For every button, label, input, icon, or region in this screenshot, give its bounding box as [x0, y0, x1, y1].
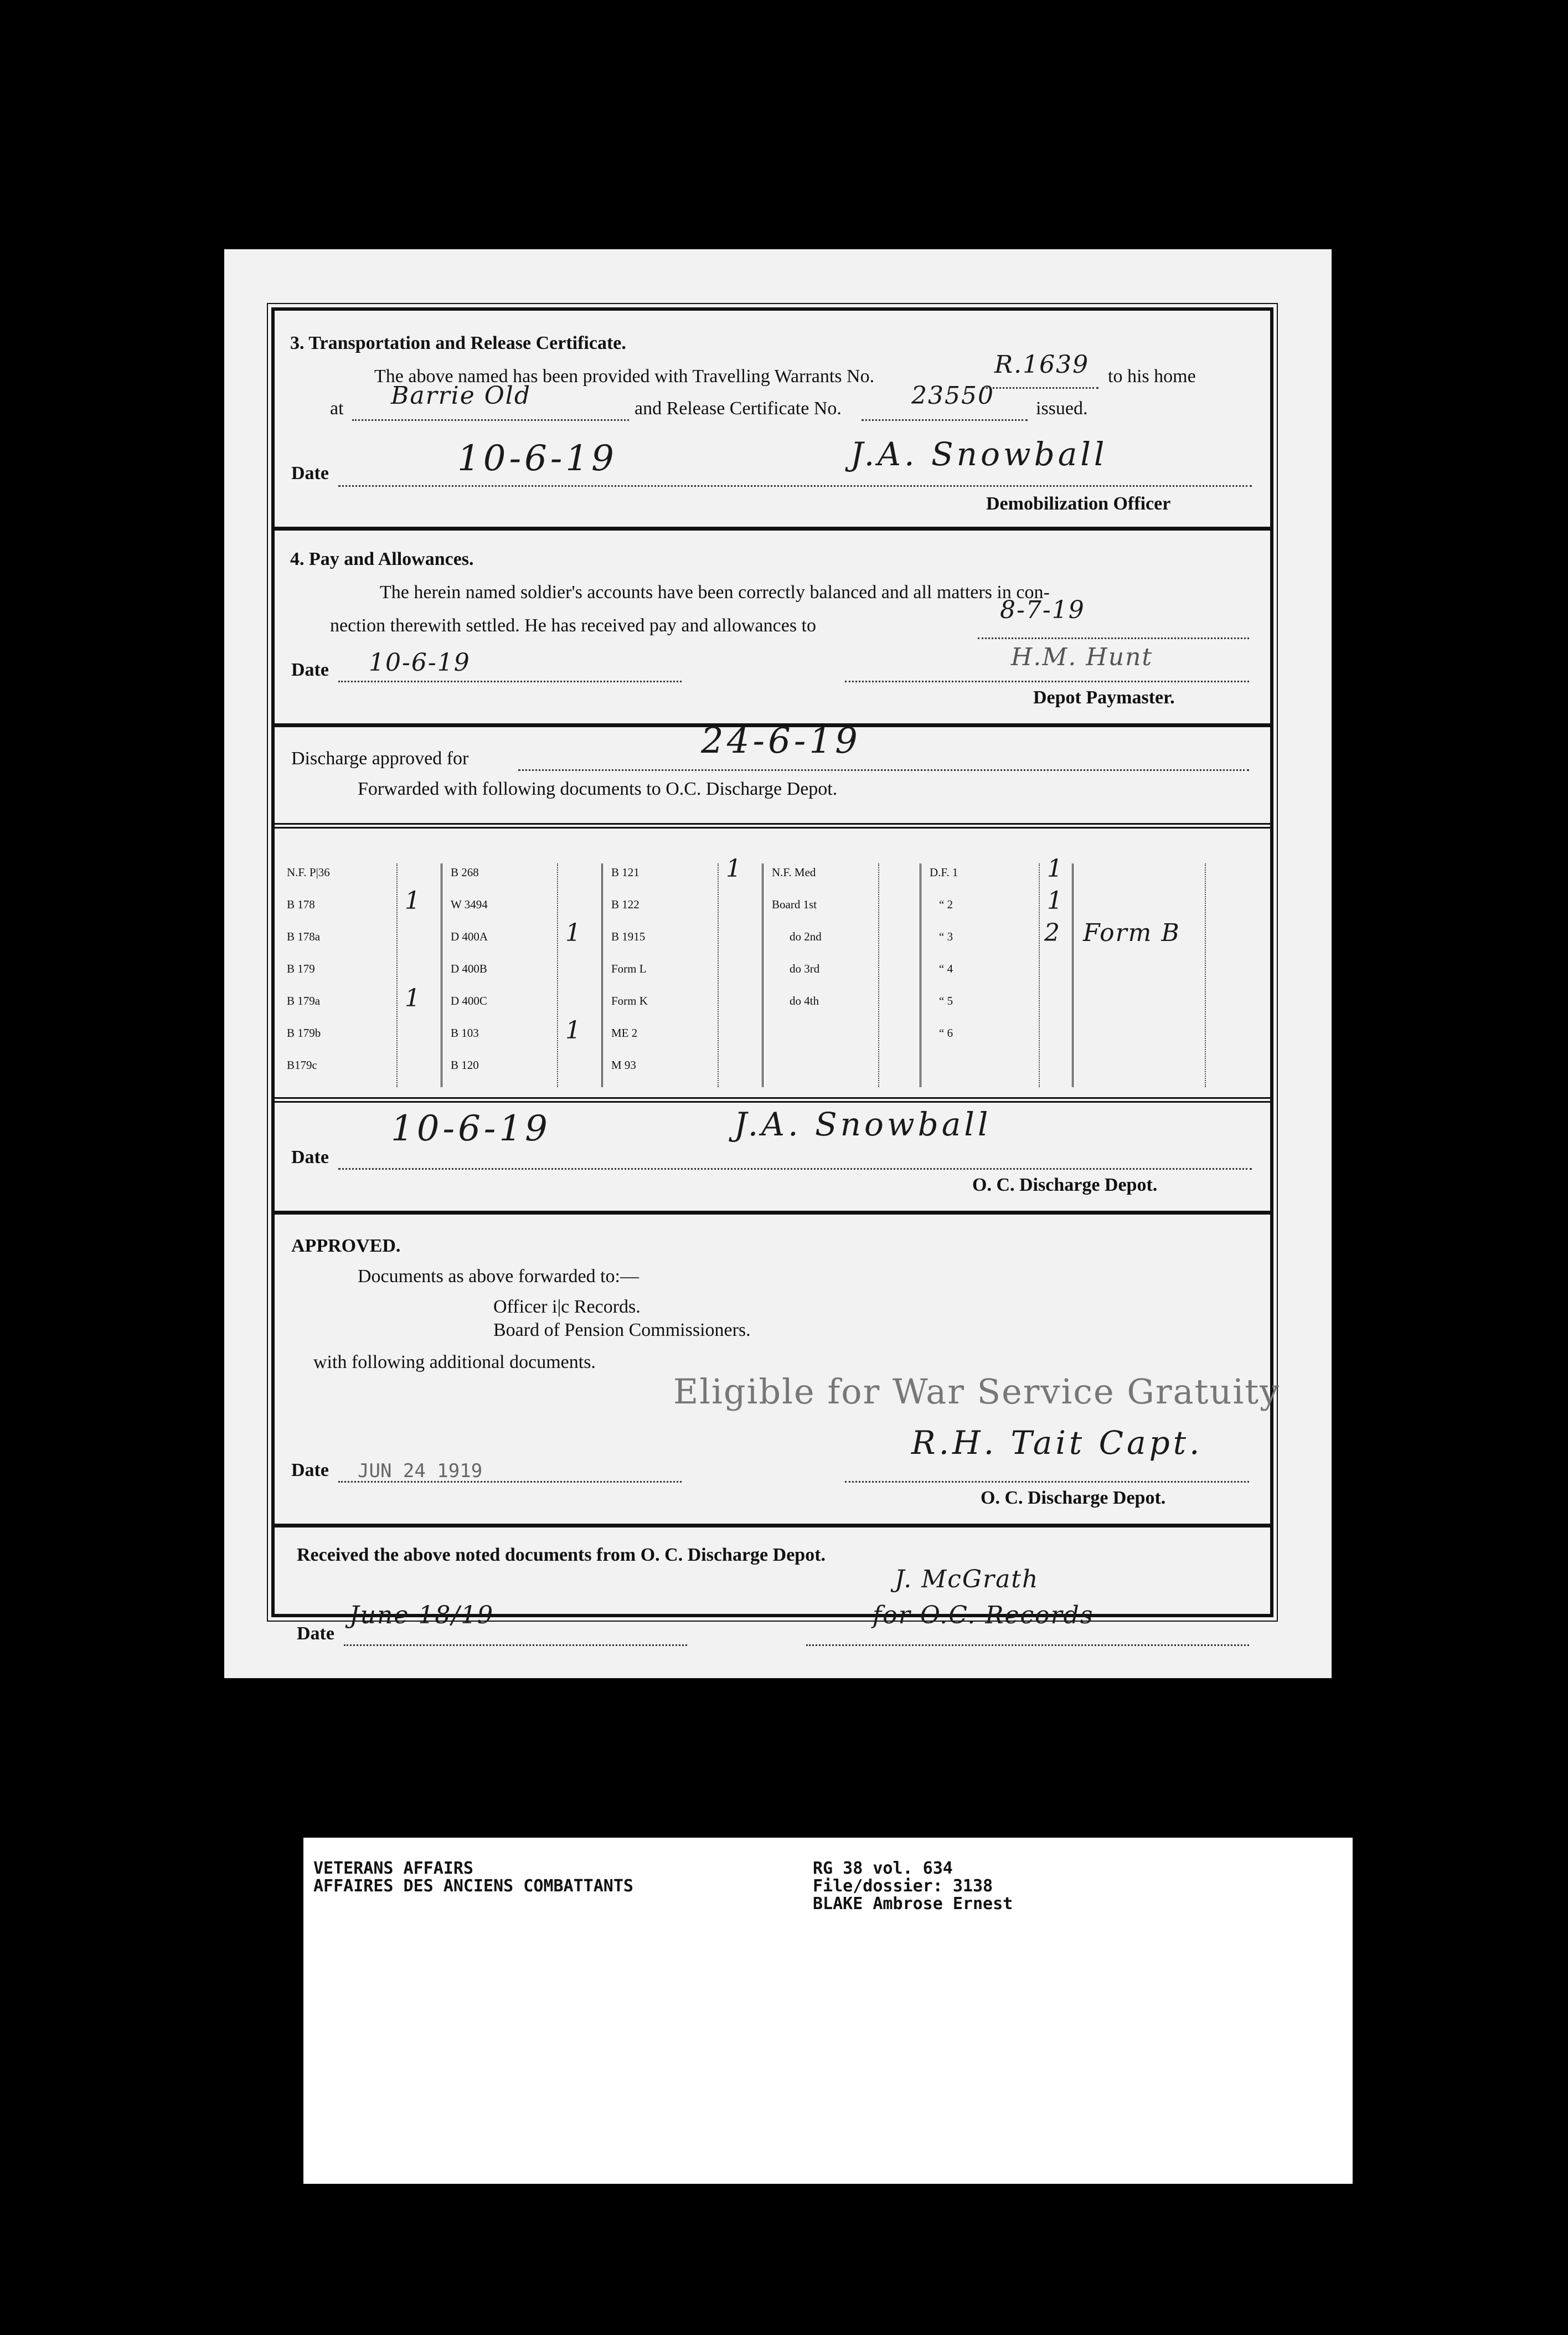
section4-line1: The herein named soldier's accounts have been correctly balanced and all matters in con-: [380, 582, 1050, 603]
grid-c5-mark-r2: 1: [1047, 887, 1064, 915]
approved-line4: with following additional documents.: [313, 1352, 596, 1372]
approved-date-label: Date: [291, 1460, 329, 1480]
grid-c2-r2: W 3494: [451, 898, 488, 911]
approved-line3: Board of Pension Commissioners.: [493, 1320, 751, 1340]
home-destination: Barrie Old: [391, 382, 532, 410]
approved-heading: APPROVED.: [291, 1236, 401, 1256]
grid-c5-r6: “ 6: [939, 1026, 953, 1040]
gratuity-stamp: Eligible for War Service Gratuity: [673, 1371, 1281, 1412]
grid-c1-r5: B 179a: [287, 994, 321, 1007]
grid-c3-r3: B 1915: [611, 930, 646, 943]
paymaster-signature: H.M. Hunt: [1011, 643, 1153, 671]
received-line: Received the above noted documents from O. C. Discharge Depot.: [297, 1545, 826, 1565]
grid-c5-r1: D.F. 1: [930, 866, 958, 879]
grid-c1-r4: B 179: [287, 962, 315, 975]
grid-c5-r3: “ 3: [939, 930, 953, 943]
archive-label-right2: File/dossier: 3138: [813, 1876, 993, 1896]
section4-date-label: Date: [291, 660, 329, 680]
grid-c2-r5: D 400C: [451, 994, 487, 1007]
oc-depot-date-value: 10-6-19: [391, 1108, 551, 1149]
grid-c2-r4: D 400B: [451, 962, 487, 975]
grid-c4-r2: Board 1st: [772, 898, 817, 911]
archive-label-left2: AFFAIRES DES ANCIENS COMBATTANTS: [313, 1876, 633, 1896]
grid-c5-note: Form B: [1083, 919, 1180, 947]
archive-label-right1: RG 38 vol. 634: [813, 1859, 953, 1878]
archive-label-right3: BLAKE Ambrose Ernest: [813, 1894, 1013, 1914]
section3-line1: The above named has been provided with Travelling Warrants No.: [374, 366, 875, 387]
discharge-label: Discharge approved for: [291, 748, 469, 769]
section3-date-label: Date: [291, 463, 329, 484]
oc-depot-title: O. C. Discharge Depot.: [972, 1175, 1158, 1195]
received-date-value: June 18/19: [349, 1601, 494, 1629]
section4-line2: nection therewith settled. He has received pay and allowances to: [330, 615, 816, 636]
grid-c3-r6: ME 2: [611, 1026, 638, 1040]
received-signature1: J. McGrath: [895, 1565, 1039, 1593]
approved-signature: R.H. Tait Capt.: [911, 1424, 1203, 1462]
discharge-date: 24-6-19: [701, 721, 861, 762]
grid-c2-r3: D 400A: [451, 930, 488, 943]
section4-heading: 4. Pay and Allowances.: [290, 549, 474, 569]
received-signature2: for O.C. Records: [873, 1601, 1094, 1629]
grid-c5-r5: “ 5: [939, 994, 953, 1007]
oc-depot-signature: J.A. Snowball: [734, 1105, 992, 1143]
approved-title: O. C. Discharge Depot.: [981, 1488, 1166, 1508]
grid-c5-mark-r3: 2: [1044, 919, 1061, 947]
document-page: [224, 249, 1332, 1678]
demobilization-officer-title: Demobilization Officer: [986, 493, 1171, 514]
section3-date-value: 10-6-19: [457, 438, 617, 479]
grid-c3-r1: B 121: [611, 866, 639, 879]
grid-c1-r6: B 179b: [287, 1026, 321, 1040]
section4-date-value: 10-6-19: [369, 649, 471, 677]
grid-c1-r7: B179c: [287, 1058, 317, 1072]
grid-c1-r2: B 178: [287, 898, 315, 911]
grid-c2-mark-r3: 1: [565, 919, 582, 947]
grid-c2-mark-r6: 1: [565, 1016, 582, 1045]
release-cert-number: 23550: [911, 382, 994, 410]
section3-at: at: [330, 398, 344, 419]
grid-c2-r1: B 268: [451, 866, 479, 879]
grid-c1-r1: N.F. P|36: [287, 866, 330, 879]
grid-c4-r1: N.F. Med: [772, 866, 816, 879]
grid-c3-r5: Form K: [611, 994, 648, 1007]
warrant-number: R.1639: [994, 351, 1090, 379]
grid-c5-r4: “ 4: [939, 962, 953, 975]
oc-depot-date-label: Date: [291, 1147, 329, 1168]
approved-date-stamp: JUN 24 1919: [358, 1460, 483, 1482]
grid-c3-r7: M 93: [611, 1058, 636, 1072]
documents-grid: [275, 855, 1270, 1092]
grid-c5-mark-r1: 1: [1047, 855, 1064, 883]
section3-line1-tail: to his home: [1108, 366, 1196, 387]
grid-c1-mark-r5: 1: [405, 984, 421, 1012]
paid-to-date: 8-7-19: [1000, 596, 1085, 624]
grid-c3-r4: Form L: [611, 962, 647, 975]
section3-heading: 3. Transportation and Release Certificate.: [290, 333, 626, 353]
grid-c4-r3: do 2nd: [790, 930, 822, 943]
grid-c2-r6: B 103: [451, 1026, 479, 1040]
received-date-label: Date: [297, 1623, 334, 1644]
forwarded-line: Forwarded with following documents to O.C. Discharge Depot.: [358, 779, 838, 799]
section3-signature: J.A. Snowball: [850, 435, 1108, 473]
approved-line1: Documents as above forwarded to:—: [358, 1266, 639, 1287]
section3-release-label: and Release Certificate No.: [635, 398, 842, 419]
grid-c2-r7: B 120: [451, 1058, 479, 1072]
grid-c3-r2: B 122: [611, 898, 639, 911]
grid-c1-r3: B 178a: [287, 930, 321, 943]
archive-label-left1: VETERANS AFFAIRS: [313, 1859, 473, 1878]
approved-line2: Officer i|c Records.: [493, 1297, 641, 1317]
grid-c4-r4: do 3rd: [790, 962, 820, 975]
grid-c4-r5: do 4th: [790, 994, 819, 1007]
section3-issued: issued.: [1036, 398, 1088, 419]
depot-paymaster-title: Depot Paymaster.: [1033, 687, 1175, 708]
grid-c5-r2: “ 2: [939, 898, 953, 911]
grid-c3-mark-r1: 1: [726, 855, 742, 883]
grid-c1-mark-r2: 1: [405, 887, 421, 915]
certificate-frame: [271, 307, 1281, 1644]
archive-label: [303, 1838, 1353, 2184]
